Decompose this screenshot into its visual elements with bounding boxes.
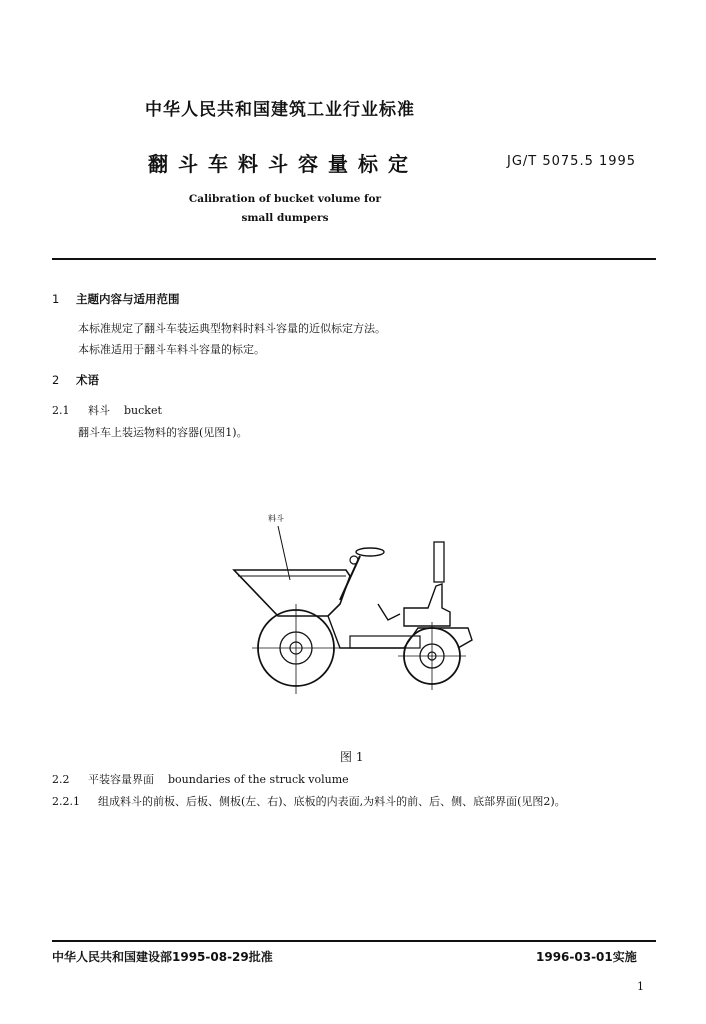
section-2-heading — [52, 372, 99, 388]
header-rule — [52, 258, 656, 260]
clause-2-2-1-number: 2.2.1 — [52, 795, 80, 808]
section-1-number: 1 — [52, 292, 60, 306]
standard-code: JG/T 5075.5 1995 — [507, 154, 637, 169]
approval-line: 中华人民共和国建设部1995-08-29批准 — [52, 950, 273, 964]
clause-2-2-1 — [52, 793, 566, 809]
chassis-body — [350, 636, 420, 648]
page-number: 1 — [637, 980, 644, 993]
figure-label-bucket: 料斗 — [268, 514, 284, 523]
steering-hub — [350, 556, 358, 564]
bucket-outline — [234, 570, 350, 616]
clause-2-2-1-text: 组成料斗的前板、后板、侧板(左、右)、底板的内表面,为料斗的前、后、侧、底部界面(见图2)。 — [98, 795, 566, 808]
control-lever — [378, 604, 400, 620]
section-1-para-2: 本标准适用于翻斗车料斗容量的标定。 — [78, 343, 265, 356]
figure-1-dumper-drawing — [228, 508, 478, 703]
document-title-en — [185, 190, 385, 228]
clause-2-1-definition: 翻斗车上装运物料的容器(见图1)。 — [78, 426, 248, 439]
footer-rule — [52, 940, 656, 942]
steering-wheel — [356, 548, 384, 556]
document-title-cn: 翻斗车料斗容量标定 — [148, 152, 418, 176]
effective-date: 1996-03-01实施 — [536, 950, 637, 964]
clause-2-2-term-en: boundaries of the struck volume — [168, 773, 349, 786]
title-en-line1: Calibration of bucket volume for — [188, 193, 382, 205]
clause-2-1-term-en: bucket — [124, 404, 162, 417]
clause-2-1-number: 2.1 — [52, 404, 70, 417]
section-1-heading — [52, 291, 180, 307]
section-2-title: 术语 — [76, 373, 99, 387]
title-en-line2: small dumpers — [241, 212, 329, 224]
clause-2-2-number: 2.2 — [52, 773, 70, 786]
section-1-title: 主题内容与适用范围 — [76, 292, 180, 306]
seat-backrest — [434, 542, 444, 582]
clause-2-2 — [52, 771, 349, 787]
section-2-number: 2 — [52, 373, 60, 387]
driver-seat — [404, 584, 450, 626]
clause-2-1 — [52, 402, 162, 418]
section-1-para-1: 本标准规定了翻斗车装运典型物料时料斗容量的近似标定方法。 — [78, 322, 386, 335]
issuing-body: 中华人民共和国建筑工业行业标准 — [145, 100, 415, 120]
clause-2-2-term: 平装容量界面 — [88, 773, 154, 786]
figure-1-caption: 图 1 — [340, 750, 364, 764]
clause-2-1-term: 料斗 — [88, 404, 110, 417]
figure-leader-line — [278, 526, 290, 580]
